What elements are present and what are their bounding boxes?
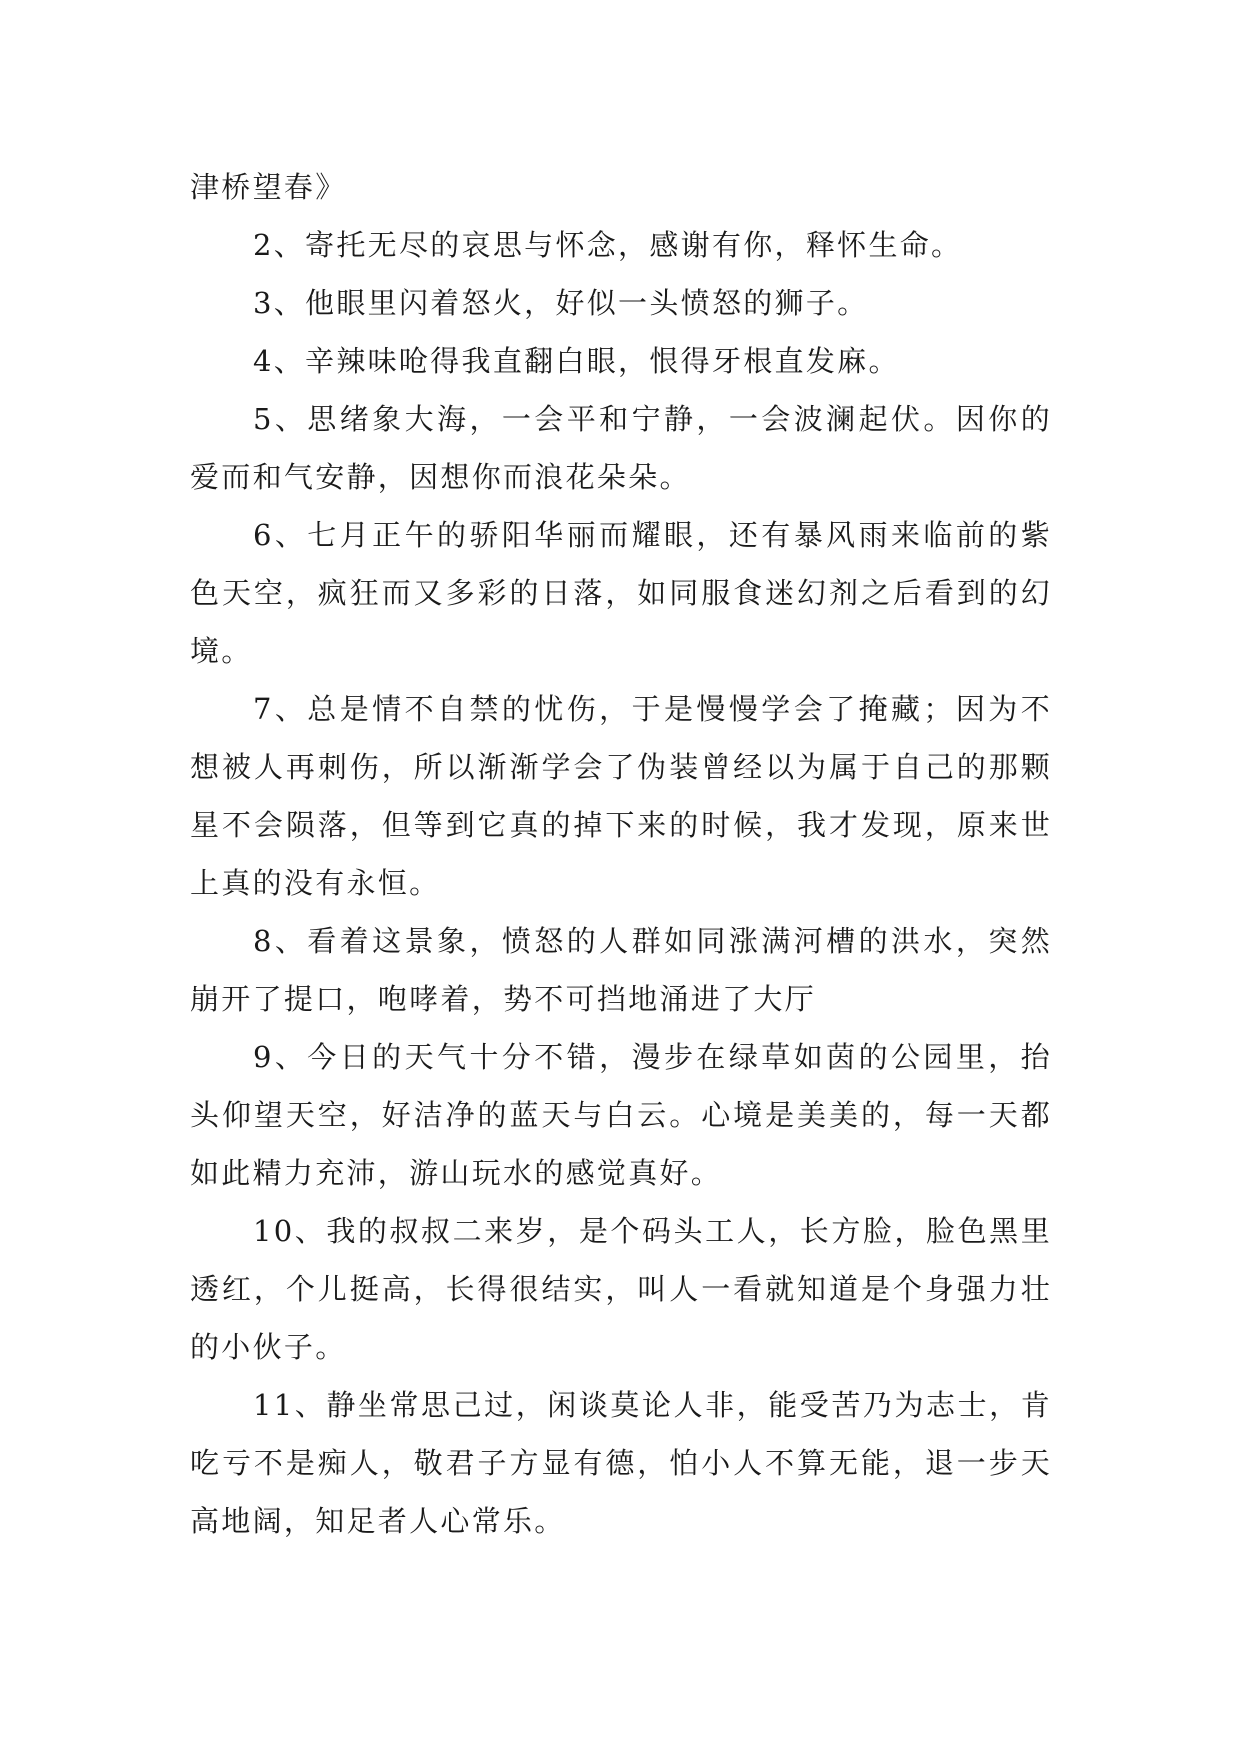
paragraph-item-8: 8、看着这景象，愤怒的人群如同涨满河槽的洪水，突然崩开了提口，咆哮着，势不可挡地涌进了大厅 xyxy=(190,924,1052,1016)
paragraph-item-10: 10、我的叔叔二来岁，是个码头工人，长方脸，脸色黑里透红，个儿挺高，长得很结实，叫人一看就知道是个身强力壮的小伙子。 xyxy=(190,1214,1052,1364)
paragraph-item-6: 6、七月正午的骄阳华丽而耀眼，还有暴风雨来临前的紫色天空，疯狂而又多彩的日落，如同服食迷幻剂之后看到的幻境。 xyxy=(190,518,1052,668)
paragraph-item-9: 9、今日的天气十分不错，漫步在绿草如茵的公园里，抬头仰望天空，好洁净的蓝天与白云。心境是美美的，每一天都如此精力充沛，游山玩水的感觉真好。 xyxy=(190,1040,1052,1190)
paragraph-item-3: 3、他眼里闪着怒火，好似一头愤怒的狮子。 xyxy=(253,286,869,320)
document-body xyxy=(190,158,1052,1550)
paragraph-item-4: 4、辛辣味呛得我直翻白眼，恨得牙根直发麻。 xyxy=(253,344,900,378)
paragraph-item-5: 5、思绪象大海，一会平和宁静，一会波澜起伏。因你的爱而和气安静，因想你而浪花朵朵。 xyxy=(190,402,1052,494)
paragraph-item-11: 11、静坐常思己过，闲谈莫论人非，能受苦乃为志士，肯吃亏不是痴人，敬君子方显有德，怕小人不算无能，退一步天高地阔，知足者人心常乐。 xyxy=(190,1388,1052,1538)
paragraph-item-2: 2、寄托无尽的哀思与怀念，感谢有你，释怀生命。 xyxy=(253,228,963,262)
paragraph-item-7: 7、总是情不自禁的忧伤，于是慢慢学会了掩藏；因为不想被人再刺伤，所以渐渐学会了伪装曾经以为属于自己的那颗星不会陨落，但等到它真的掉下来的时候，我才发现，原来世上真的没有永恒。 xyxy=(190,692,1052,900)
paragraph-continuation: 津桥望春》 xyxy=(190,170,347,204)
